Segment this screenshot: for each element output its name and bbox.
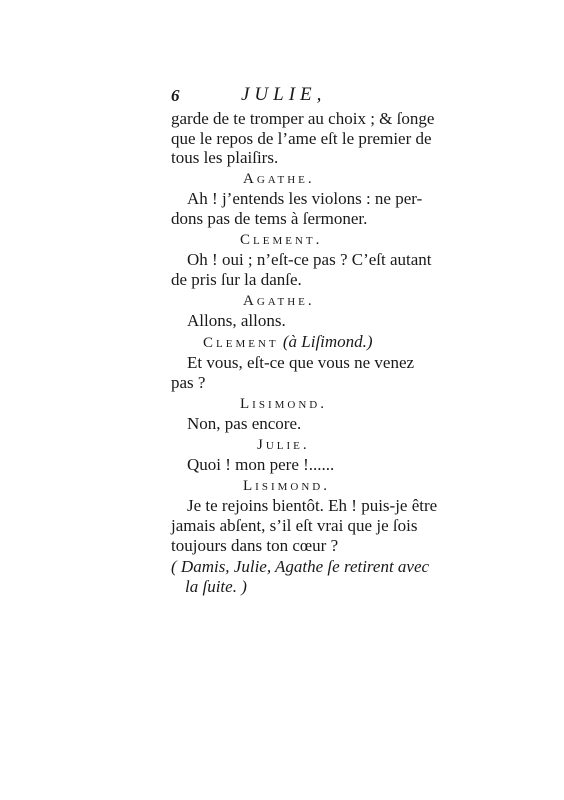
stage-direction: ( Damis, Julie, Agathe ſe retirent avec xyxy=(171,557,430,576)
text-line: Je te rejoins bientôt. Eh ! puis-je être xyxy=(187,496,438,515)
speaker-clement: Clement. xyxy=(240,232,323,248)
text-line: Et vous, eſt-ce que vous ne venez xyxy=(187,353,415,372)
page-number: 6 xyxy=(171,86,180,105)
stage-direction: (à Liſimond.) xyxy=(282,332,373,351)
speaker-agathe: Agathe. xyxy=(243,171,315,187)
text-line: tous les plaiſirs. xyxy=(171,148,279,167)
text-line: garde de te tromper au choix ; & ſonge xyxy=(171,109,435,128)
stage-direction: la ſuite. ) xyxy=(185,577,247,596)
speaker-lisimond: Lisimond. xyxy=(240,396,327,412)
text-line: de pris ſur la danſe. xyxy=(171,270,302,289)
text-line: toujours dans ton cœur ? xyxy=(171,536,339,555)
text-line: Non, pas encore. xyxy=(187,414,302,433)
stage-direction-line xyxy=(203,332,373,353)
text-line: que le repos de l’ame eſt le premier de xyxy=(171,129,432,148)
speaker-lisimond: Lisimond. xyxy=(243,478,330,494)
speaker-clement: Clement xyxy=(203,335,279,351)
text-line: pas ? xyxy=(171,373,206,392)
speaker-agathe: Agathe. xyxy=(243,293,315,309)
speaker-julie: Julie. xyxy=(257,437,310,453)
text-line: dons pas de tems à ſermoner. xyxy=(171,209,368,228)
text-line: Quoi ! mon pere !...... xyxy=(187,455,335,474)
text-line: Ah ! j’entends les violons : ne per- xyxy=(187,189,423,208)
text-line: Oh ! oui ; n’eſt-ce pas ? C’eſt autant xyxy=(187,250,432,269)
running-title: JULIE, xyxy=(241,84,327,105)
text-line: jamais abſent, s’il eſt vrai que je ſois xyxy=(171,516,418,535)
text-line: Allons, allons. xyxy=(187,311,286,330)
page-header xyxy=(171,84,361,108)
